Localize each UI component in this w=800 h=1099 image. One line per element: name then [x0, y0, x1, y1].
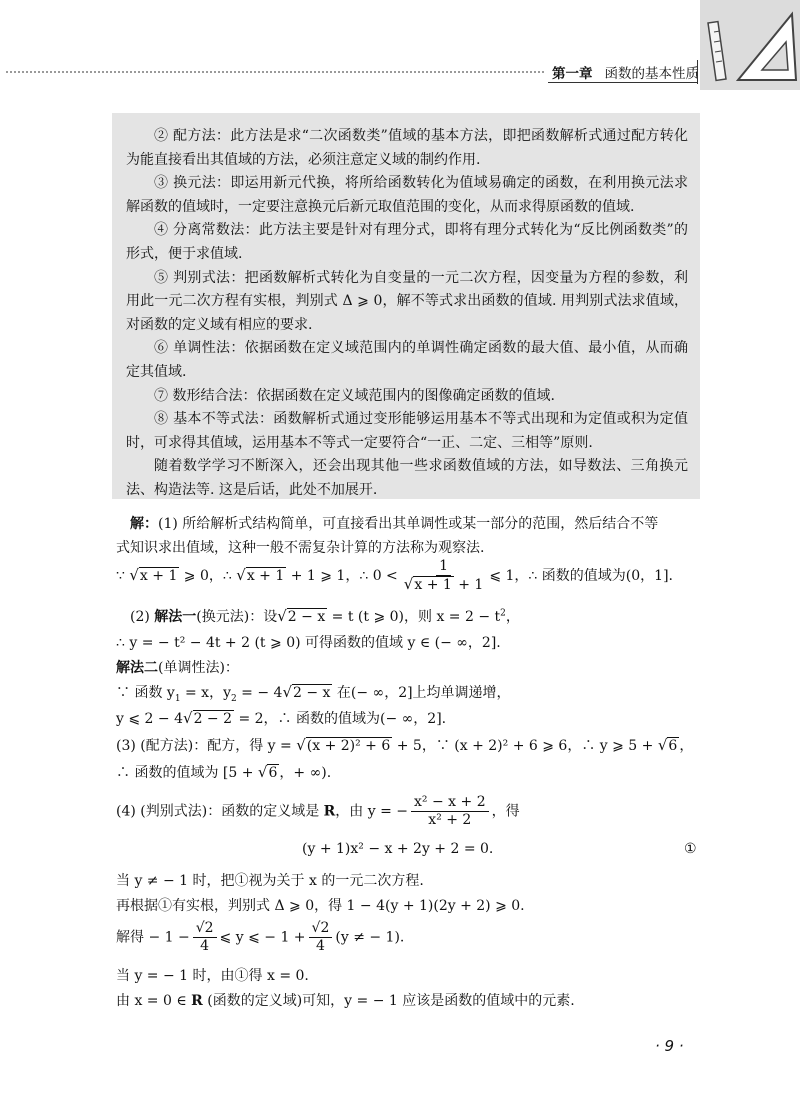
solution-line: 再根据①有实根，判别式 Δ ⩾ 0，得 1 − 4(y + 1)(2y + 2) ⩾ 0. — [116, 898, 525, 914]
chapter-heading — [552, 62, 699, 82]
ruler-triangle-icon — [700, 0, 800, 90]
header-divider — [697, 60, 698, 84]
formula-line: ∴ 函数的值域为 [5 + √6 ，+ ∞). — [116, 763, 332, 781]
equation-marker: ① — [684, 841, 697, 857]
page-header — [0, 0, 800, 90]
formula-line: y ⩽ 2 − 4√2 − 2 = 2，∴ 函数的值域为(− ∞，2]. — [116, 709, 447, 727]
solution-label: 解： — [130, 516, 158, 532]
method-paragraph: ⑤ 判别式法：把函数解析式转化为自变量的一元二次方程，因变量为方程的参数，利用此一元二次方程有实根，判别式 Δ ⩾ 0，解不等式求出函数的值域. 用判别式法求值域，对函数的定义域有相应的要求. — [126, 269, 688, 333]
formula-line: (2) 解法一(换元法)：设√2 − x = t (t ⩾ 0)，则 $x = 2 - t^2$， — [130, 607, 520, 625]
solution-line: 当 y = − 1 时，由①得 x = 0. — [116, 968, 309, 984]
fraction: $\frac{√2}{4}$ — [193, 920, 217, 955]
equation-line: (y + 1)x² − x + 2y + 2 = 0. — [302, 841, 494, 857]
page-number: · 9 · — [655, 1037, 684, 1055]
formula-line: (3) (配方法)：配方，得 y = √(x + 2)² + 6 + 5，∵ (x + 2)² + 6 ⩾ 6，∴ y ⩾ 5 + √6 ， — [116, 736, 694, 754]
method-paragraph: 随着数学学习不断深入，还会出现其他一些求函数值域的方法，如导数法、三角换元法、构造法等. 这是后话，此处不加展开. — [126, 458, 688, 498]
method-paragraph: ⑧ 基本不等式法：函数解析式通过变形能够运用基本不等式出现和为定值或积为定值时，可求得其值域，运用基本不等式一定要符合“一正、二定、三相等”原则. — [126, 411, 688, 451]
solution-line: 解：(1) 所给解析式结构简单，可直接看出其单调性或某一部分的范围，然后结合不等 — [130, 516, 659, 532]
solution-line: 当 y ≠ − 1 时，把①视为关于 x 的一元二次方程. — [116, 873, 424, 889]
formula-line: 解得 − 1 − $\frac{√2}{4}$ ⩽ y ⩽ − 1 + $\frac{√2}{4}$ (y ≠ − 1). — [116, 920, 405, 954]
method-paragraph: ④ 分离常数法：此方法主要是针对有理分式，即将有理分式转化为“反比例函数类”的形式，便于求值域. — [126, 222, 688, 262]
methods-summary-box — [112, 113, 700, 499]
formula-line: (4) (判别式法)：函数的定义域是 R，由 y = − $\frac{\text{x² − x + 2}}{\text{x² + 2}}$ ，得 — [116, 794, 520, 828]
chapter-title: 函数的基本性质 — [604, 66, 699, 82]
solution-line: 解法二(单调性法)： — [116, 660, 239, 676]
header-dotted-line — [6, 71, 544, 73]
method-paragraph: ② 配方法：此方法是求“二次函数类”值域的基本方法，即把函数解析式通过配方转化为能直接看出其值域的方法，必须注意定义域的制约作用. — [126, 128, 688, 168]
fraction: $\frac{\text{x² − x + 2}}{\text{x² + 2}}$ — [411, 794, 489, 829]
method-paragraph: ③ 换元法：即运用新元代换，将所给函数转化为值域易确定的函数，在利用换元法求解函数的值域时，一定要注意换元后新元取值范围的变化，从而求得原函数的值域. — [126, 175, 688, 215]
solution-line: 由 x = 0 ∈ R (函数的定义域)可知，y = − 1 应该是函数的值域中的元素. — [116, 993, 575, 1009]
method-paragraph: ⑥ 单调性法：依据函数在定义域范围内的单调性确定函数的最大值、最小值，从而确定其值域. — [126, 340, 688, 380]
formula-line: ∴ y = − t² − 4t + 2 (t ⩾ 0) 可得函数的值域 y ∈ (− ∞，2]. — [116, 635, 501, 651]
header-rule — [548, 82, 698, 83]
chapter-number: 第一章 — [552, 66, 593, 82]
fraction: $\frac{1}{√x + 1 + 1}$ — [403, 558, 484, 593]
formula-line: ∵ 函数 $y_1 = x$，$y_2$ = − 4√2 − x 在(− ∞，2]上均单调递增， — [116, 683, 511, 704]
solution-line: 式知识求出值域，这种一般不需复杂计算的方法称为观察法. — [116, 540, 485, 556]
method-paragraph: ⑦ 数形结合法：依据函数在定义域范围内的图像确定函数的值域. — [154, 387, 555, 404]
fraction: $\frac{√2}{4}$ — [309, 920, 333, 955]
formula-line: ∵ √x + 1 ⩾ 0，∴ √x + 1 + 1 ⩾ 1，∴ 0 < $\frac{1}{√x + 1 + 1}$ ⩽ 1，∴ 函数的值域为(0，1]. — [116, 558, 673, 593]
